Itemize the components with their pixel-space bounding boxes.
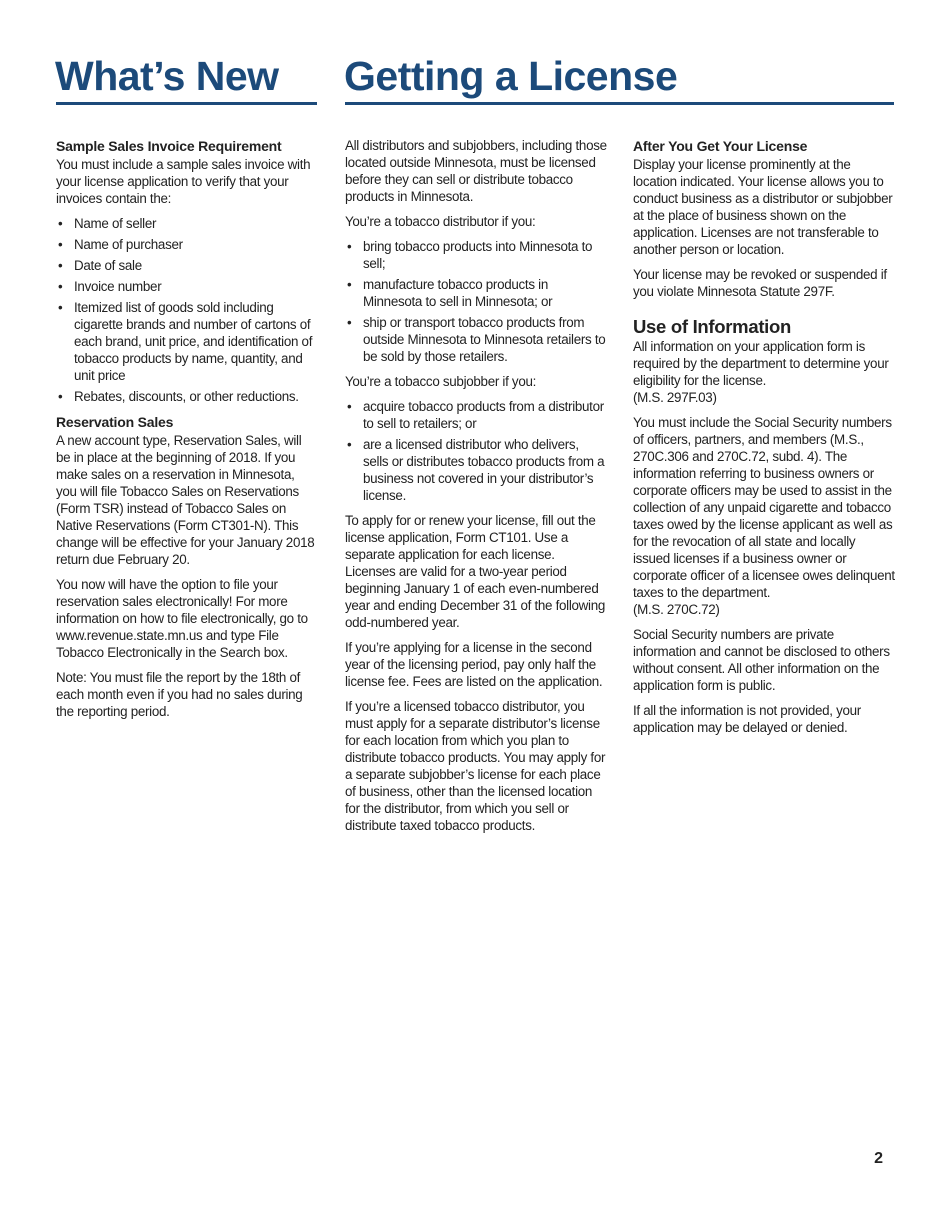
getting-license-rule [345,102,894,105]
whats-new-title: What’s New [55,53,279,99]
reservation-paragraph-1: A new account type, Reservation Sales, will be in place at the beginning of 2018. If you make sales on a reservation in Minnesota, you will file Tobacco Sales on Reservations (Form TSR) instead of Tobacco Sales on Native Reservations (Form CT301-N). This change will be effective for your January 2018 return due February 20. [56,433,315,567]
column-getting-license [345,137,607,842]
list-item: • Rebates, discounts, or other reductions. [56,388,318,405]
after-license-heading: After You Get Your License [633,138,808,154]
use-information-paragraph-3: Social Security numbers are private information and cannot be disclosed to others without consent. All other information on the application form is public. [633,627,890,693]
column-after-license [633,137,895,744]
use-of-information-heading: Use of Information [633,316,792,337]
after-license-paragraph-2: Your license may be revoked or suspended if you violate Minnesota Statute 297F. [633,267,887,299]
column-whats-new [56,137,318,728]
list-item: • Name of seller [56,215,318,232]
reservation-note: Note: You must file the report by the 18th of each month even if you had no sales during the reporting period. [56,670,303,719]
distributor-list [345,238,607,365]
use-information-citation-1: (M.S. 297F.03) [633,390,717,405]
sample-invoice-list [56,215,318,405]
use-information-paragraph-4: If all the information is not provided, your application may be delayed or denied. [633,703,861,735]
list-item: • manufacture tobacco products in Minnesota to sell in Minnesota; or [345,276,607,310]
page-number: 2 [874,1150,883,1167]
list-item: • Invoice number [56,278,318,295]
sample-invoice-heading: Sample Sales Invoice Requirement [56,138,282,154]
list-item: • ship or transport tobacco products from outside Minnesota to Minnesota retailers to be sold by those retailers. [345,314,607,365]
licensing-intro: All distributors and subjobbers, including those located outside Minnesota, must be licensed before they can sell or distribute tobacco products in Minnesota. [345,138,607,204]
use-information-paragraph-1: All information on your application form is required by the department to determine your eligibility for the license. [633,339,889,388]
list-item: • Itemized list of goods sold including cigarette brands and number of cartons of each brand, unit price, and identification of tobacco products by name, quantity, and unit price [56,299,318,384]
list-item: • are a licensed distributor who delivers, sells or distributes tobacco products from a business not covered in your distributor’s license. [345,436,607,504]
list-item: • Name of purchaser [56,236,318,253]
subjobber-list [345,398,607,504]
apply-paragraph: To apply for or renew your license, fill out the license application, Form CT101. Use a separate application for each license. Licenses are valid for a two-year period beginning January 1 of each even-numbered year and ending December 31 of the following odd-numbered year. [345,513,605,630]
subjobber-intro: You’re a tobacco subjobber if you: [345,374,537,389]
second-year-paragraph: If you’re applying for a license in the second year of the licensing period, pay only half the license fee. Fees are listed on the application. [345,640,603,689]
reservation-paragraph-2: You now will have the option to file your reservation sales electronically! For more information on how to file electronically, go to www.revenue.state.mn.us and type File Tobacco Electronically in the Search box. [56,577,308,660]
list-item: • acquire tobacco products from a distributor to sell to retailers; or [345,398,607,432]
distributor-intro: You’re a tobacco distributor if you: [345,214,536,229]
list-item: • Date of sale [56,257,318,274]
licensed-distributor-paragraph: If you’re a licensed tobacco distributor, you must apply for a separate distributor’s license for each location from which you plan to distribute tobacco products. You may apply for a separate subjobber’s license for each place of business, other than the licensed location for the distributor, from which you sell or distribute taxed tobacco products. [345,699,606,833]
getting-license-title: Getting a License [344,53,678,99]
whats-new-rule [56,102,317,105]
use-information-citation-2: (M.S. 270C.72) [633,602,720,617]
after-license-paragraph-1: Display your license prominently at the location indicated. Your license allows you to conduct business as a distributor or subjobber at the place of business shown on the application. Licenses are not transferable to another person or location. [633,157,893,257]
use-information-paragraph-2: You must include the Social Security numbers of officers, partners, and members (M.S., 270C.306 and 270C.72, subd. 4). The information referring to business owners or corporate officers may be used to assist in the collection of any unpaid cigarette and tobacco taxes owed by the license applicant as well as for the revocation of all state and locally issued licenses if a business owner or corporate officer of a licensee owes delinquent taxes to the department. [633,415,895,600]
list-item: • bring tobacco products into Minnesota to sell; [345,238,607,272]
sample-invoice-intro: You must include a sample sales invoice with your license application to verify that your invoices contain the: [56,157,311,206]
reservation-sales-heading: Reservation Sales [56,414,174,430]
